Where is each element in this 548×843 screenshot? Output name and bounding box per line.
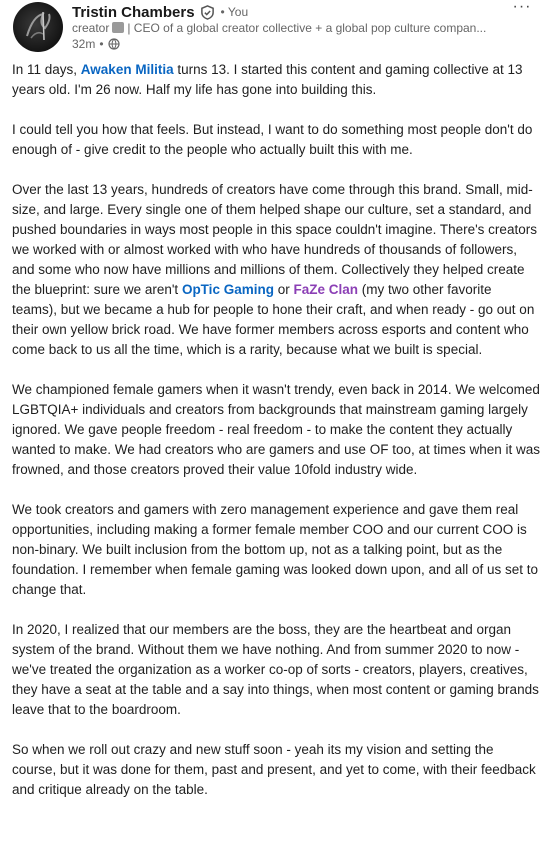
- paragraph-7: So when we roll out crazy and new stuff soon - yeah its my vision and setting the course, but it was done for them, past and present, and yet to come, with their feedback and critique already on the table.: [12, 742, 536, 797]
- avatar[interactable]: [13, 2, 63, 52]
- creator-badge-icon: [112, 22, 124, 33]
- avatar-logo: [13, 2, 63, 52]
- text-run: turns 13. I started this content and gaming collective at 13 years old. I'm 26 now. Half my life has gone into building this.: [12, 62, 523, 97]
- post-meta: [72, 36, 120, 52]
- text-run: (my two other favorite teams), but we became a hub for people to hone their craft, and when ready - go out on their own yellow brick road. We have former members across esports and content who come back to us all the time, which is a rarity, because what we built is special.: [12, 282, 535, 357]
- paragraph-5: We took creators and gamers with zero management experience and gave them real opportunities, including making a former female member COO and our current COO is non-binary. We built inclusion from the bottom up, not as a talking point, but as the foundation. I remember when female gaming was looked down upon, and all of us set to change that.: [12, 502, 539, 597]
- meta-separator: •: [99, 37, 104, 51]
- globe-icon: [108, 38, 120, 50]
- paragraph-1: [12, 60, 540, 100]
- verified-shield-icon: [200, 5, 215, 20]
- tagline-text: | CEO of a global creator collective + a global pop culture compan...: [127, 21, 487, 35]
- post-body: [12, 60, 540, 820]
- post-header: [0, 0, 548, 56]
- author-name-row: [72, 2, 248, 22]
- paragraph-3: [12, 180, 540, 360]
- tagline-prefix: creator: [72, 21, 110, 35]
- mention-optic-gaming[interactable]: OpTic Gaming: [181, 282, 274, 297]
- mention-faze-clan[interactable]: FaZe Clan: [293, 282, 358, 297]
- paragraph-4: We championed female gamers when it wasn't trendy, even back in 2014. We welcomed LGBTQIA+ individuals and creators from backgrounds that mainstream gaming largely ignored. We gave people freedom - real freedom - to make the content they actually wanted to make. We had creators who are gamers and use OF too, at times when it was frowned, and those creators proved their value 10fold industry wide.: [12, 382, 541, 477]
- post-time: 32m: [72, 37, 96, 51]
- text-run: Over the last 13 years, hundreds of creators have come through this brand. Small, mid-size, and large. Every single one of them helped shape our culture, set a standard, and pushed boundaries in ways most people in this space couldn't imagine. There's creators we worked with or almost worked with who have hundreds of thousands of followers, and some who now have millions and millions of them. Collectively they helped create the blueprint: sure we aren't: [12, 182, 537, 297]
- paragraph-6: In 2020, I realized that our members are the boss, they are the heartbeat and organ system of the brand. Without them we have nothing. And from summer 2020 to now - we've treated the organization as a worker co-op of sorts - creators, players, creatives, they have a seat at the table and a say into things, when most content or gaming brands leave that to the boardroom.: [12, 622, 539, 717]
- paragraph-2: I could tell you how that feels. But instead, I want to do something most people don't do enough of - give credit to the people who actually built this with me.: [12, 122, 533, 157]
- relation-label: • You: [220, 5, 249, 19]
- text-run: In 11 days,: [12, 62, 81, 77]
- more-options-icon[interactable]: ···: [512, 0, 532, 15]
- mention-awaken-militia[interactable]: Awaken Militia: [80, 62, 174, 77]
- author-name[interactable]: Tristin Chambers: [72, 3, 195, 21]
- text-run: or: [273, 282, 294, 297]
- author-tagline: [72, 21, 502, 35]
